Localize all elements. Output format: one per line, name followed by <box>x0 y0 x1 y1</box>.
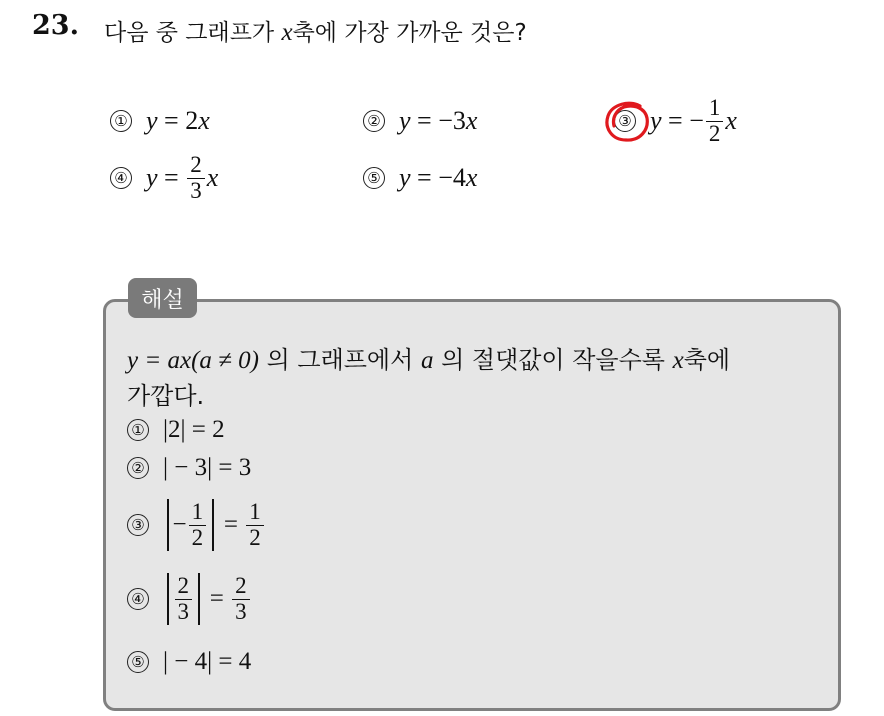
explanation-item-1-marker: ① <box>127 419 149 441</box>
choice-2-coef: −3 <box>438 106 466 135</box>
explanation-math-a: y = ax(a ≠ 0) <box>127 347 259 374</box>
choice-3-var: x <box>725 106 737 135</box>
choice-1-marker: ① <box>110 110 132 132</box>
explanation-item-5-expr: | − 4| = 4 <box>163 648 252 675</box>
explanation-line-1 <box>127 340 730 375</box>
choice-3-fraction <box>706 96 724 145</box>
explanation-item-3-sign: − <box>172 511 187 538</box>
explanation-line-2: 가깝다. <box>127 382 205 410</box>
explanation-item-2-expr: | − 3| = 3 <box>163 454 252 481</box>
explanation-item-4-result-numerator: 2 <box>232 574 250 599</box>
choice-4-lhs: y <box>146 163 158 192</box>
explanation-item-4-result-denominator: 3 <box>235 598 247 624</box>
explanation-item-4-fraction <box>175 574 193 623</box>
explanation-item-5 <box>127 637 251 687</box>
explanation-math-b: a <box>420 347 434 374</box>
explanation-item-2-marker: ② <box>127 457 149 479</box>
choice-2-marker: ② <box>363 110 385 132</box>
choice-4-denominator: 3 <box>190 177 202 203</box>
choice-3-lhs: y <box>650 106 662 135</box>
abs-bar-right <box>198 573 200 625</box>
explanation-item-3: ③ − $\frac{1}{2}$ = $\frac{1}{2}$ <box>127 496 266 554</box>
choice-5-eq: = <box>417 163 432 192</box>
choice-5[interactable] <box>363 146 477 210</box>
choice-4[interactable] <box>110 146 218 210</box>
choice-5-lhs: y <box>399 163 411 192</box>
choice-1-var: x <box>198 106 210 135</box>
choice-5-var: x <box>465 163 478 192</box>
choice-4-numerator: 2 <box>187 153 205 178</box>
choice-1-coef: 2 <box>185 106 199 135</box>
choice-1-lhs: y <box>146 106 158 135</box>
explanation-math-c: x <box>672 347 684 374</box>
choice-4-eq: = <box>164 163 179 192</box>
explanation-item-3-result-denominator: 2 <box>249 524 261 550</box>
explanation-item-4-numerator: 2 <box>175 574 193 599</box>
explanation-item-3-marker: ③ <box>127 514 149 536</box>
explanation-item-5-marker: ⑤ <box>127 651 149 673</box>
choice-3-sign: − <box>689 106 704 135</box>
choice-4-marker: ④ <box>110 167 132 189</box>
explanation-item-3-denominator: 2 <box>191 524 204 550</box>
question-text-after: 축에 가장 가까운 것은? <box>292 20 527 46</box>
question-text <box>104 14 527 47</box>
explanation-item-2 <box>127 443 251 493</box>
explanation-item-3-numerator: 1 <box>189 500 207 525</box>
choice-2-eq: = <box>417 106 432 135</box>
explanation-item-4-denominator: 3 <box>177 598 189 624</box>
explanation-item-3-fraction <box>189 500 207 549</box>
explanation-badge: 해설 <box>128 278 197 318</box>
explanation-item-3-result <box>246 500 264 549</box>
choice-1-eq: = <box>164 106 179 135</box>
choice-1[interactable] <box>110 89 210 153</box>
explanation-item-4-result <box>232 574 250 623</box>
explanation-text-b: 의 절댓값이 작을수록 <box>433 346 673 374</box>
answer-circle-stroke <box>607 103 647 140</box>
explanation-item-4-marker: ④ <box>127 588 149 610</box>
explanation-text-c: 축에 <box>683 346 731 374</box>
choice-3-numerator: 1 <box>706 96 724 121</box>
choice-4-var: x <box>206 163 219 192</box>
question-text-before: 다음 중 그래프가 <box>104 20 282 46</box>
choice-4-fraction <box>187 153 205 202</box>
answer-circle-mark <box>602 98 654 146</box>
explanation-text-a: 의 그래프에서 <box>258 346 421 374</box>
choice-5-coef: −4 <box>438 163 466 192</box>
choice-3-denominator: 2 <box>708 120 721 146</box>
abs-bar-left <box>167 573 169 625</box>
question-axis-var: x <box>281 19 293 46</box>
choice-2-var: x <box>465 106 478 135</box>
abs-bar-right <box>212 499 214 551</box>
choice-5-marker: ⑤ <box>363 167 385 189</box>
choice-2-lhs: y <box>399 106 411 135</box>
explanation-item-1-expr: |2| = 2 <box>163 416 225 443</box>
abs-bar-left <box>167 499 169 551</box>
question-number: 23. <box>32 10 79 41</box>
explanation-item-3-result-numerator: 1 <box>246 500 264 525</box>
choice-3-eq: = <box>668 106 683 135</box>
choice-2[interactable] <box>363 89 477 153</box>
choice-3-marker: ③ <box>614 110 636 132</box>
explanation-item-4: ④ $\frac{2}{3}$ = $\frac{2}{3}$ <box>127 570 252 628</box>
